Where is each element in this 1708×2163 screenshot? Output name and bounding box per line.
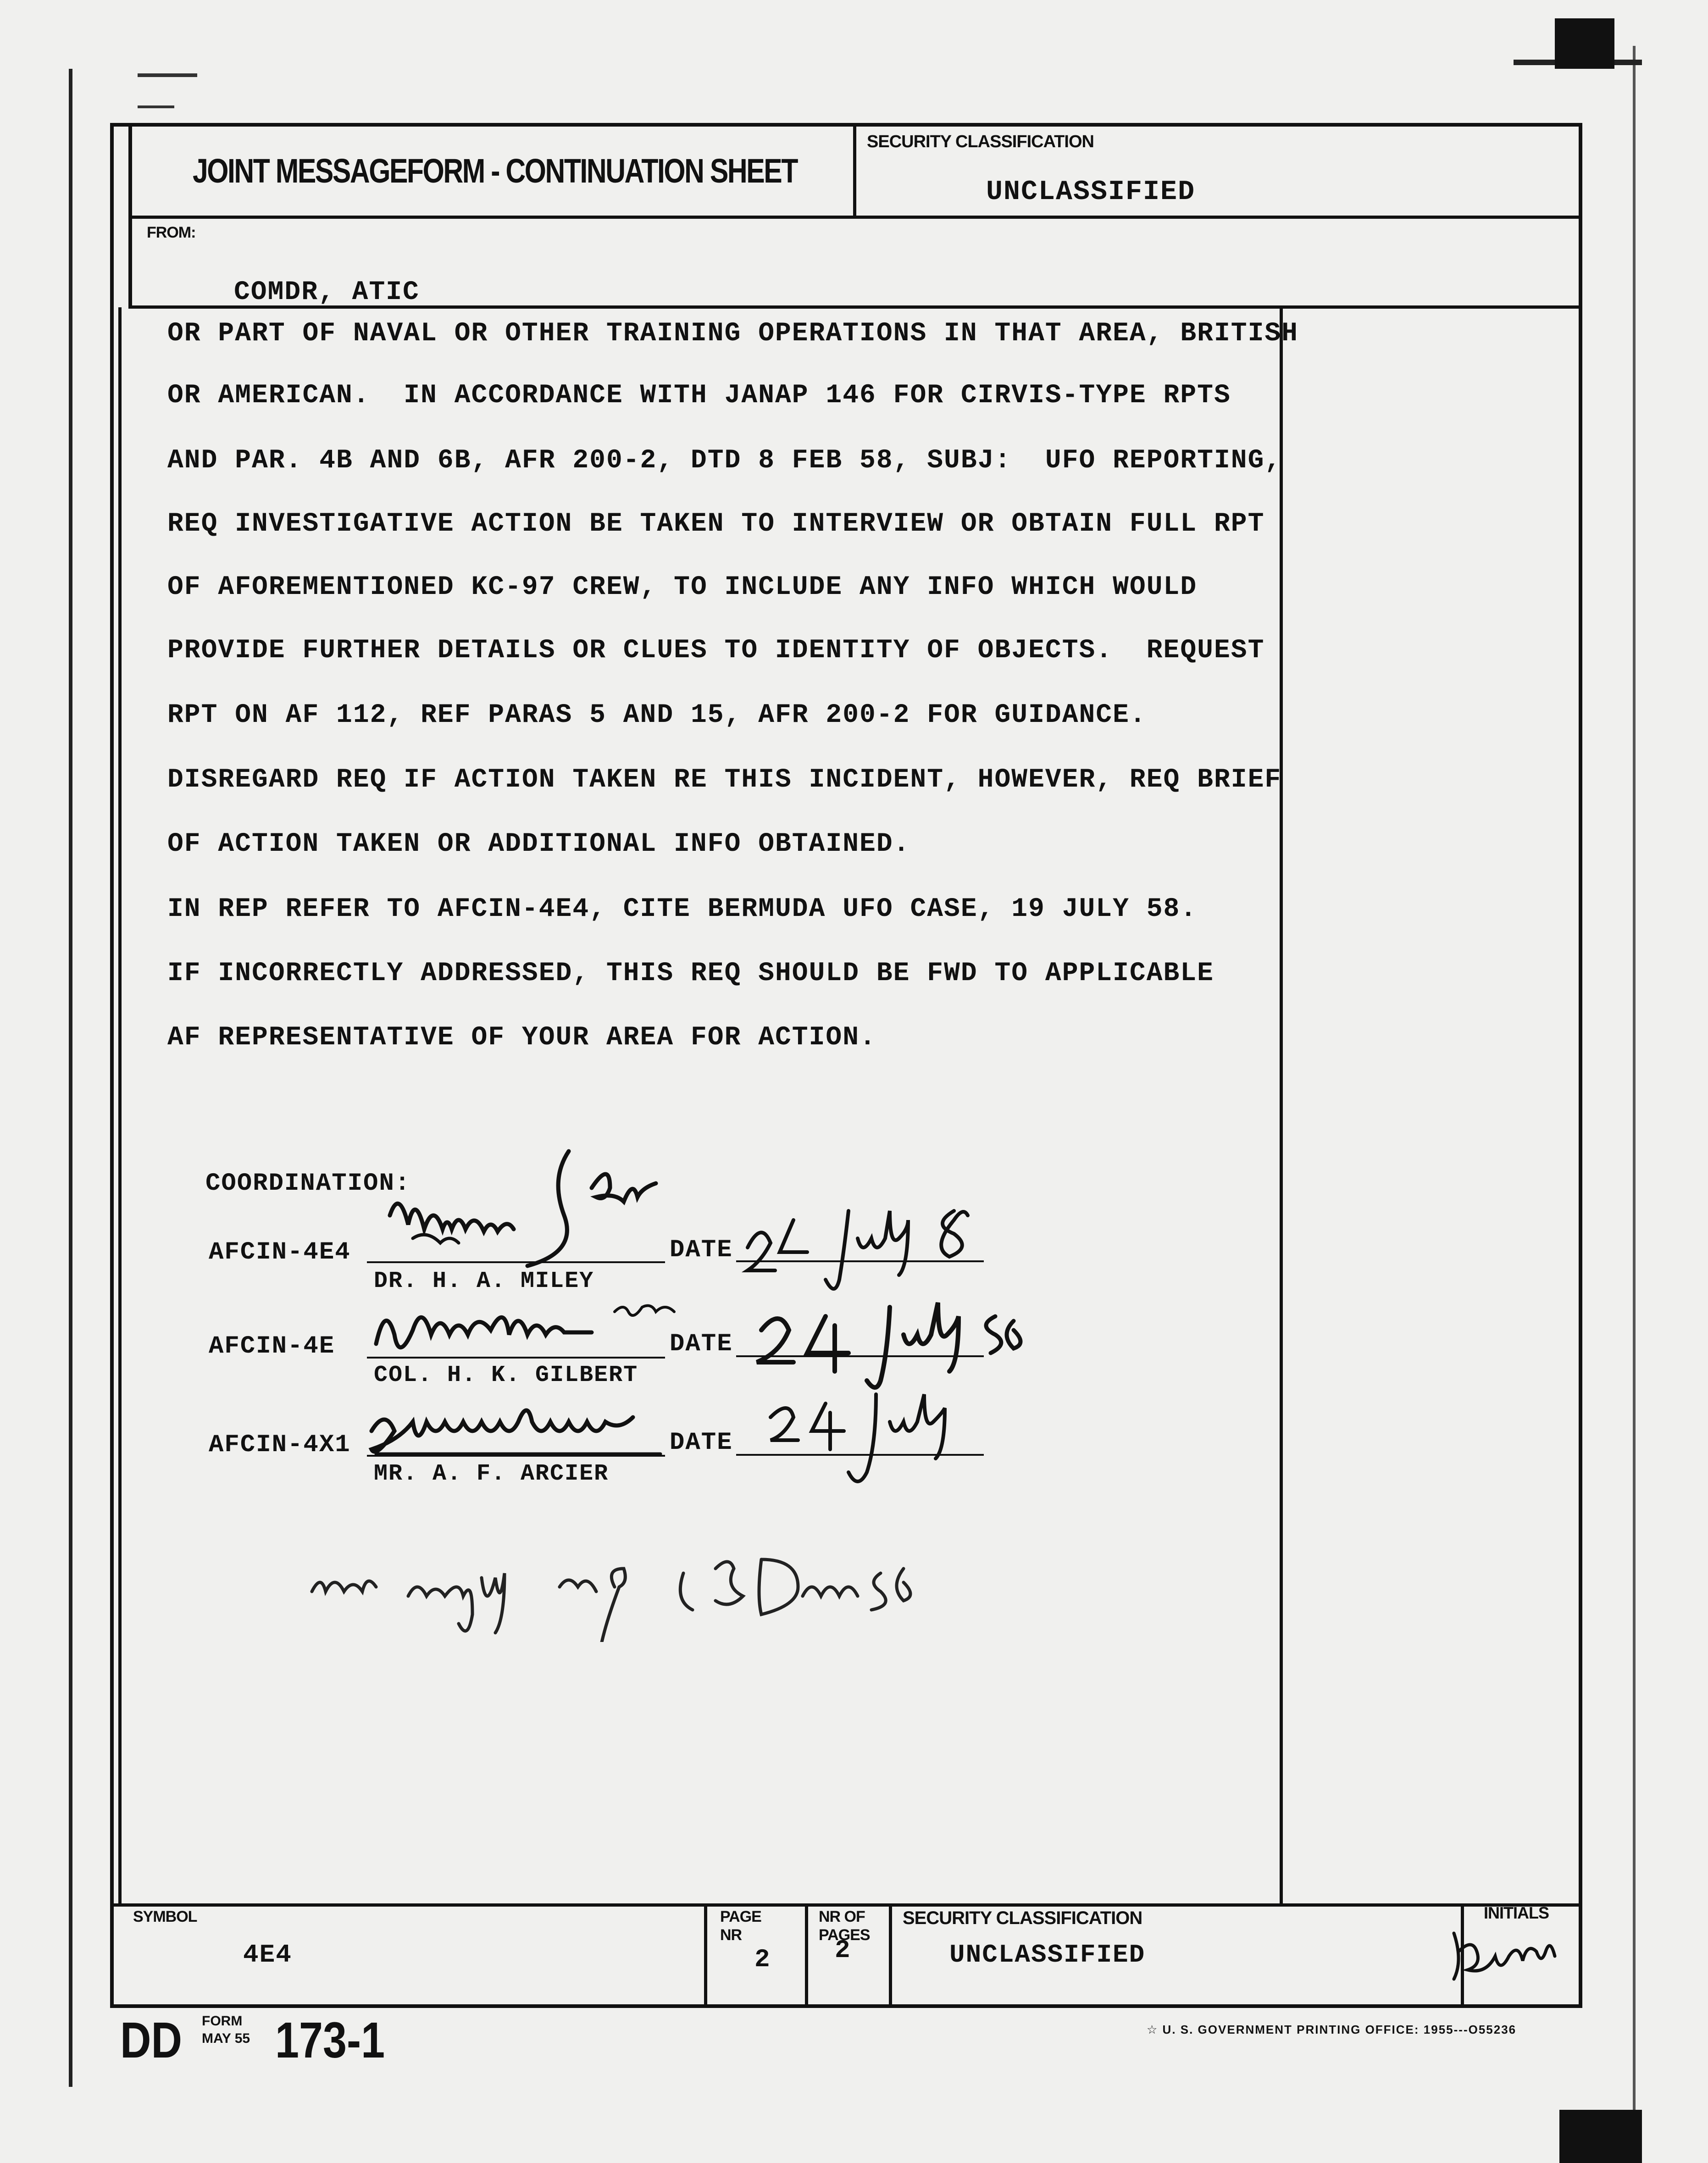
body-line: REQ INVESTIGATIVE ACTION BE TAKEN TO INTERVIEW OR OBTAIN FULL RPT xyxy=(167,509,1265,539)
date-handwritten-3 xyxy=(761,1390,959,1495)
coord-name: DR. H. A. MILEY xyxy=(374,1268,594,1294)
date-label: DATE xyxy=(670,1236,733,1264)
footer-security-value: UNCLASSIFIED xyxy=(949,1940,1146,1969)
from-label: FROM: xyxy=(147,224,196,241)
body-right-column xyxy=(1280,307,1283,1906)
symbol-value: 4E4 xyxy=(243,1940,292,1969)
scan-mark xyxy=(1559,2110,1642,2163)
page-edge-left xyxy=(69,69,72,2087)
from-value: COMDR, ATIC xyxy=(234,277,420,307)
footer-divider xyxy=(704,1903,707,2007)
form-dd: DD xyxy=(120,2012,183,2069)
scan-mark xyxy=(138,73,197,77)
footer-top-divider xyxy=(110,1903,1582,1907)
body-line: RPT ON AF 112, REF PARAS 5 AND 15, AFR 200-2 FOR GUIDANCE. xyxy=(167,700,1147,730)
pages-label: PAGES xyxy=(819,1926,870,1944)
body-line: IF INCORRECTLY ADDRESSED, THIS REQ SHOULD BE FWD TO APPLICABLE xyxy=(167,959,1214,988)
symbol-label: SYMBOL xyxy=(133,1908,197,1925)
signature-miley xyxy=(376,1142,706,1275)
scan-mark xyxy=(138,105,174,108)
footer-security-label: SECURITY CLASSIFICATION xyxy=(903,1908,1142,1928)
coord-office: AFCIN-4E4 xyxy=(209,1238,351,1266)
coordination-heading: COORDINATION: xyxy=(205,1170,411,1198)
security-value: UNCLASSIFIED xyxy=(986,177,1196,208)
handwritten-annotation xyxy=(303,1541,1009,1642)
scan-mark xyxy=(1555,18,1614,69)
footer-divider xyxy=(805,1903,808,2007)
initials-label: INITIALS xyxy=(1484,1903,1549,1922)
body-line: OF ACTION TAKEN OR ADDITIONAL INFO OBTAINED. xyxy=(167,829,910,859)
body-line: IN REP REFER TO AFCIN-4E4, CITE BERMUDA UFO CASE, 19 JULY 58. xyxy=(167,894,1198,924)
printing-office xyxy=(1147,2023,1516,2037)
total-pages: 2 xyxy=(835,1936,851,1965)
coord-office: AFCIN-4E xyxy=(209,1332,335,1360)
page-edge-right xyxy=(1633,46,1636,2110)
star-icon: ☆ xyxy=(1147,2023,1163,2036)
body-line: OR AMERICAN. IN ACCORDANCE WITH JANAP 146 FOR CIRVIS-TYPE RPTS xyxy=(167,381,1231,410)
security-label: SECURITY CLASSIFICATION xyxy=(867,132,1094,151)
printing-office-text: U. S. GOVERNMENT PRINTING OFFICE: 1955---O55236 xyxy=(1162,2023,1517,2036)
date-handwritten-2 xyxy=(738,1298,1059,1390)
coord-office: AFCIN-4X1 xyxy=(209,1431,351,1459)
body-line: OF AFOREMENTIONED KC-97 CREW, TO INCLUDE ANY INFO WHICH WOULD xyxy=(167,572,1198,602)
header-vertical-divider xyxy=(853,123,856,217)
coord-name: COL. H. K. GILBERT xyxy=(374,1362,638,1388)
form-title: JOINT MESSAGEFORM - CONTINUATION SHEET xyxy=(193,152,797,190)
form-number: 173-1 xyxy=(275,2012,385,2069)
page-label-nr: NR xyxy=(720,1926,742,1944)
body-left-border xyxy=(118,307,122,1906)
date-label: DATE xyxy=(670,1330,733,1358)
page-label: PAGE xyxy=(720,1908,761,1925)
body-line: OR PART OF NAVAL OR OTHER TRAINING OPERATIONS IN THAT AREA, BRITISH xyxy=(167,319,1298,349)
signature-gilbert xyxy=(367,1293,743,1367)
date-handwritten-1 xyxy=(738,1192,995,1298)
nr-of-pages-label: NR OF xyxy=(819,1908,865,1925)
body-line: DISREGARD REQ IF ACTION TAKEN RE THIS INCIDENT, HOWEVER, REQ BRIEF xyxy=(167,765,1282,795)
footer-divider xyxy=(889,1903,892,2007)
body-line: AND PAR. 4B AND 6B, AFR 200-2, DTD 8 FEB 58, SUBJ: UFO REPORTING, xyxy=(167,446,1282,476)
body-line: AF REPRESENTATIVE OF YOUR AREA FOR ACTION. xyxy=(167,1023,876,1053)
initials-handwritten xyxy=(1445,1924,1569,1988)
body-line: PROVIDE FURTHER DETAILS OR CLUES TO IDENTITY OF OBJECTS. REQUEST xyxy=(167,636,1265,666)
date-label: DATE xyxy=(670,1429,733,1457)
signature-arcier xyxy=(358,1403,697,1468)
coord-name: MR. A. F. ARCIER xyxy=(374,1461,609,1487)
page-number: 2 xyxy=(754,1945,771,1974)
form-date: MAY 55 xyxy=(202,2031,250,2046)
form-word: FORM xyxy=(202,2013,243,2029)
